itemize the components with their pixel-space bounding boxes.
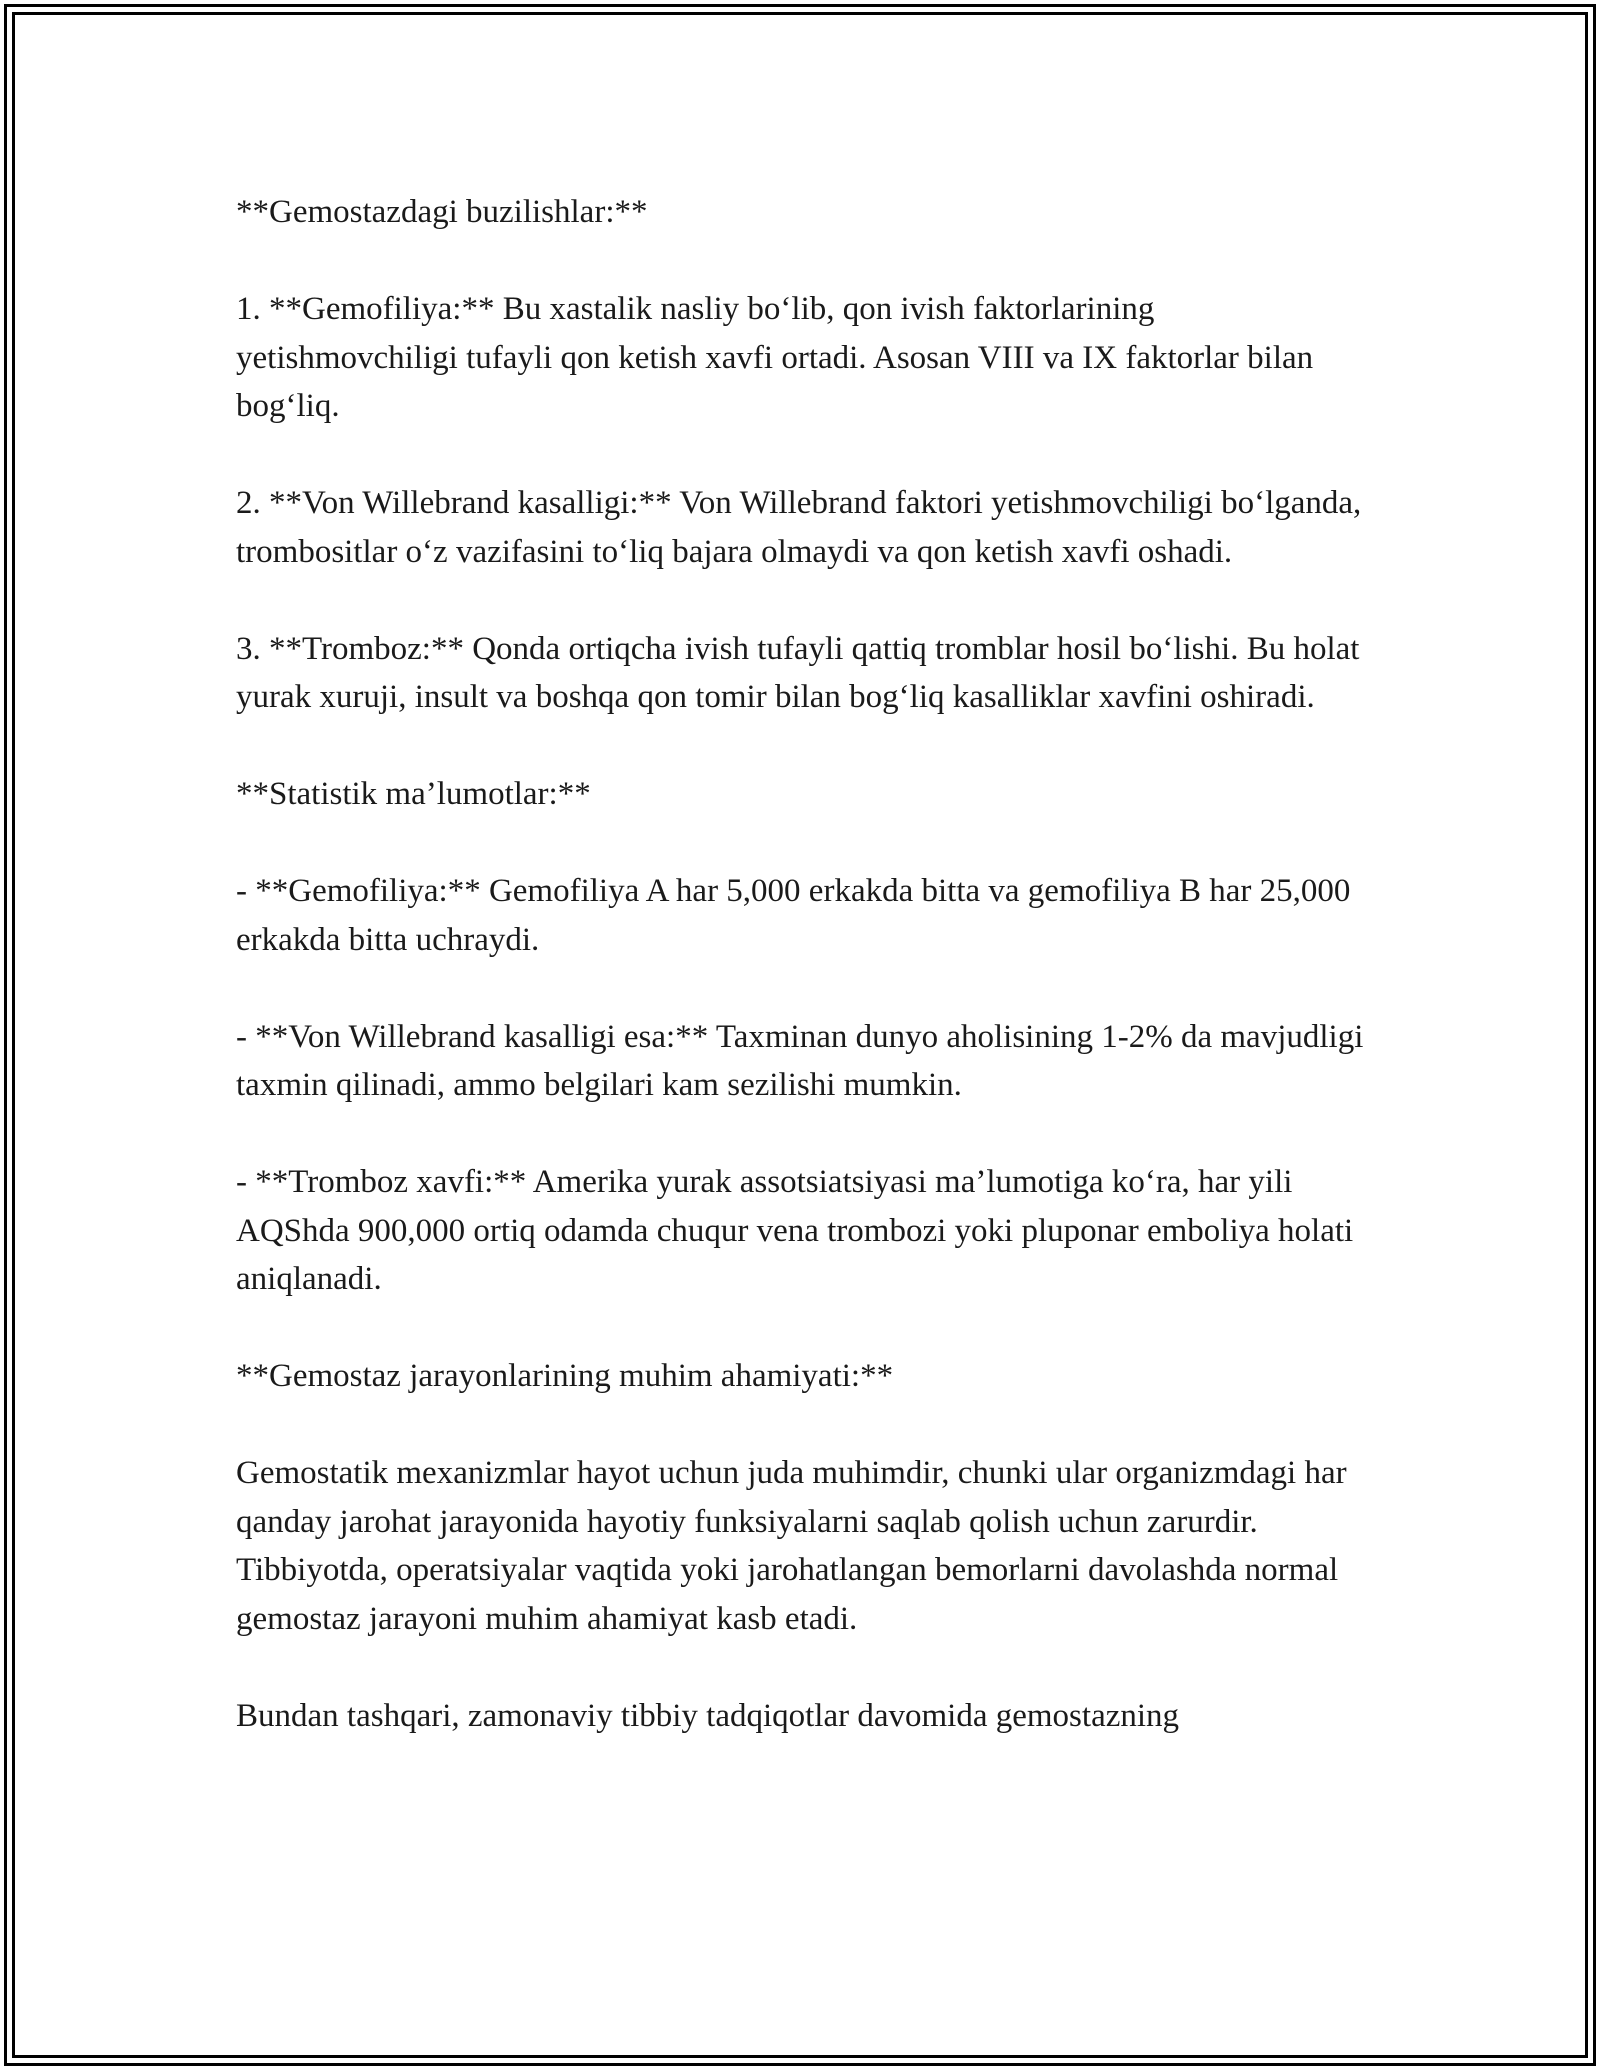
document-body bbox=[236, 188, 1366, 1789]
body-paragraph-continuation: Bundan tashqari, zamonaviy tibbiy tadqiqotlar davomida gemostazning bbox=[236, 1697, 1180, 1734]
bullet-von-willebrand-stats: - **Von Willebrand kasalligi esa:** Taxminan dunyo aholisining 1-2% da mavjudligi taxmin qilinadi, ammo belgilari kam sezilishi mumkin. bbox=[236, 1018, 1364, 1103]
bullet-thrombosis-risk: - **Tromboz xavfi:** Amerika yurak assotsiatsiyasi ma’lumotiga ko‘ra, har yili AQShda 900,000 ortiq odamda chuqur vena trombozi yoki pluponar emboliya holati aniqlanadi. bbox=[236, 1164, 1354, 1297]
section-heading-importance: **Gemostaz jarayonlarining muhim ahamiyati:** bbox=[236, 1358, 894, 1394]
list-item-hemophilia: 1. **Gemofiliya:** Bu xastalik nasliy bo‘lib, qon ivish faktorlarining yetishmovchiligi tufayli qon ketish xavfi ortadi. Asosan VIII va IX faktorlar bilan bog‘liq. bbox=[236, 291, 1314, 424]
section-heading-disorders: **Gemostazdagi buzilishlar:** bbox=[236, 194, 648, 230]
list-item-von-willebrand: 2. **Von Willebrand kasalligi:** Von Willebrand faktori yetishmovchiligi bo‘lganda, trombositlar o‘z vazifasini to‘liq bajara olmaydi va qon ketish xavfi oshadi. bbox=[236, 485, 1362, 570]
bullet-hemophilia-stats: - **Gemofiliya:** Gemofiliya A har 5,000 erkakda bitta va gemofiliya B har 25,000 erkakda bitta uchraydi. bbox=[236, 873, 1351, 958]
section-heading-statistics: **Statistik ma’lumotlar:** bbox=[236, 776, 591, 812]
list-item-thrombosis: 3. **Tromboz:** Qonda ortiqcha ivish tufayli qattiq tromblar hosil bo‘lishi. Bu holat yurak xuruji, insult va boshqa qon tomir bilan bog‘liq kasalliklar xavfini oshiradi. bbox=[236, 630, 1360, 715]
body-paragraph-importance: Gemostatik mexanizmlar hayot uchun juda muhimdir, chunki ular organizmdagi har qanday jarohat jarayonida hayotiy funksiyalarni saqlab qolish uchun zarurdir. Tibbiyotda, operatsiyalar vaqtida yoki jarohatlangan bemorlarni davolashda normal gemostaz jarayoni muhim ahamiyat kasb etadi. bbox=[236, 1455, 1347, 1637]
